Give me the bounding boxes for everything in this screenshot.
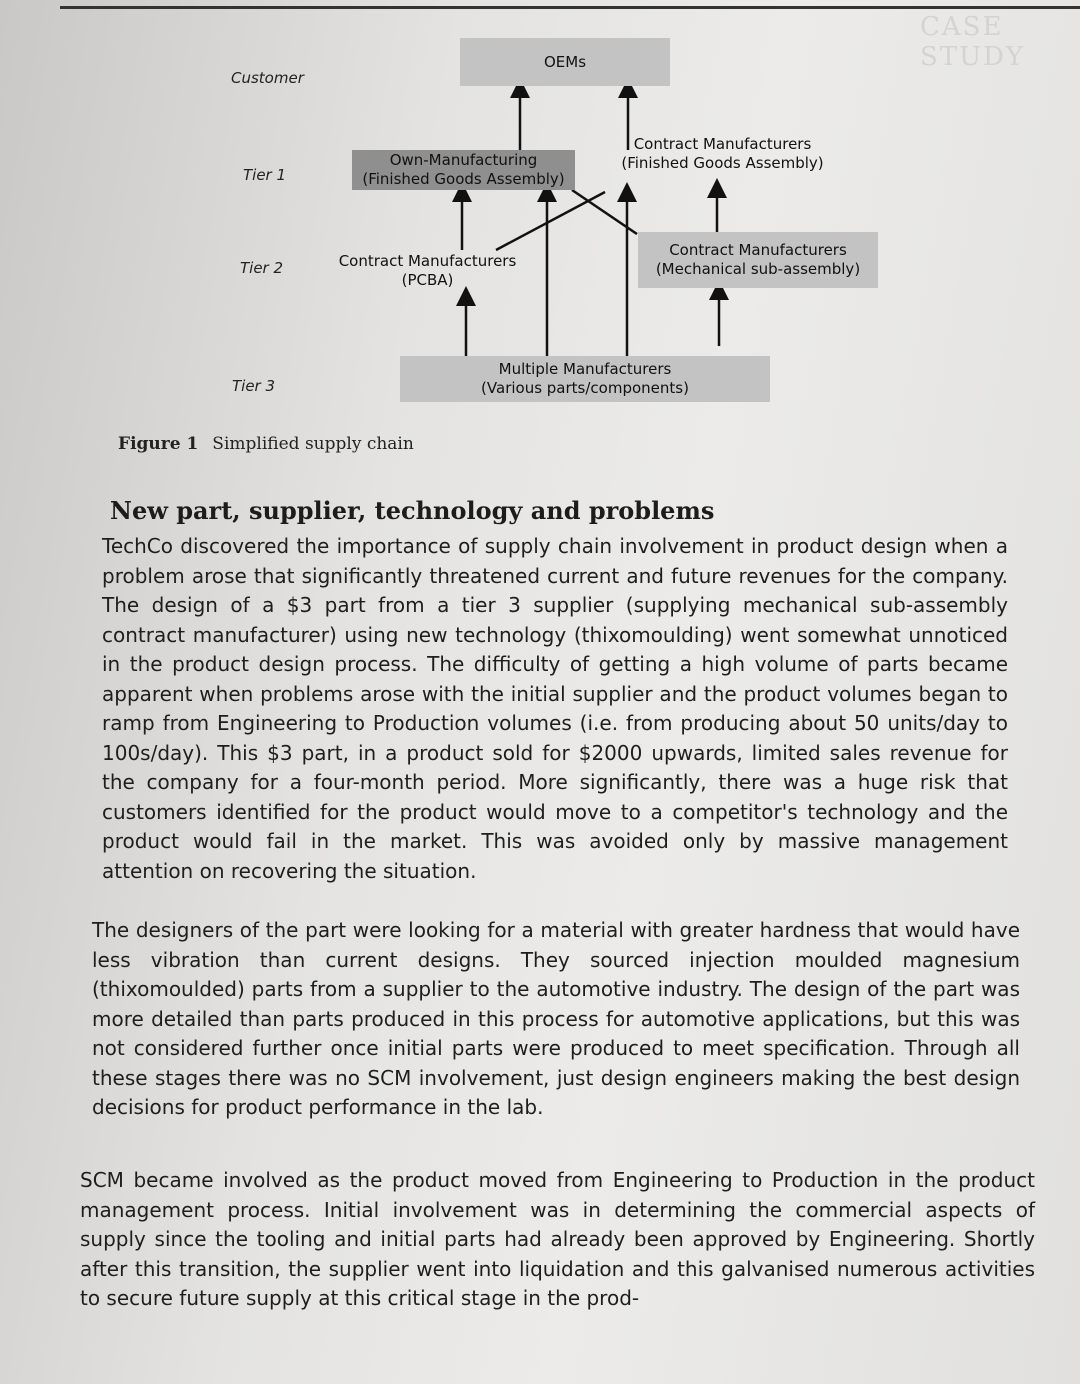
figure-caption bbox=[118, 434, 414, 454]
node-cm-pcba-line2: (PCBA) bbox=[401, 271, 454, 289]
node-cm-mechanical bbox=[638, 232, 878, 288]
node-oems-label: OEMs bbox=[543, 52, 587, 71]
node-own-line2: (Finished Goods Assembly) bbox=[362, 170, 565, 188]
figure-caption-text: Simplified supply chain bbox=[212, 434, 414, 454]
node-cm-mechanical-line1: Contract Manufacturers bbox=[669, 241, 847, 259]
figure-caption-label: Figure 1 bbox=[118, 434, 199, 454]
node-cm-mechanical-line2: (Mechanical sub-assembly) bbox=[655, 260, 861, 278]
paragraph-3: SCM became involved as the product moved from Engineering to Production in the product management process. Initial involvement was in determining the commercial aspects of supply since the tooling and initial parts had already been approved by Engineering. Shortly after this transition, the supplier went into liquidation and this galvanised numerous activities to secure future supply at this critical stage in the prod- bbox=[80, 1168, 1035, 1310]
node-oems bbox=[460, 38, 670, 86]
tier-label-3: Tier 3 bbox=[232, 377, 276, 395]
paragraph-2: The designers of the part were looking for a material with greater hardness that would have less vibration than current designs. They sourced injection moulded magnesium (thixomoulded) parts from a supplier to the automotive industry. The design of the part was more detailed than parts produced in this process for automotive applications, but this was not considered further once initial parts were produced to meet specification. Through all these stages there was no SCM involvement, just design engineers making the best design decisions for product performance in the lab. bbox=[92, 918, 1020, 1119]
node-cm-pcba-line1: Contract Manufacturers bbox=[338, 252, 517, 270]
node-cm-finished bbox=[605, 128, 840, 180]
tier-label-1: Tier 1 bbox=[243, 166, 287, 184]
node-cm-finished-line2: (Finished Goods Assembly) bbox=[621, 154, 824, 172]
supply-chain-figure bbox=[0, 0, 1080, 430]
tier-label-customer: Customer bbox=[231, 69, 304, 87]
section-heading: New part, supplier, technology and problems bbox=[110, 496, 715, 525]
running-head: CASE STUDY bbox=[920, 12, 1026, 72]
node-multiple-line2: (Various parts/components) bbox=[481, 379, 689, 397]
tier-label-2: Tier 2 bbox=[240, 259, 284, 277]
node-multiple-line1: Multiple Manufacturers bbox=[498, 360, 672, 378]
paragraph-1: TechCo discovered the importance of supply chain involvement in product design when a problem arose that significantly threatened current and future revenues for the company. The design of a $3 part from a tier 3 supplier (supplying mechanical sub-assembly contract manufacturer) using new technology (thixomoulding) went somewhat unnoticed in the product design process. The difficulty of getting a high volume of parts became apparent when problems arose with the initial supplier and the product volumes began to ramp from Engineering to Production volumes (i.e. from producing about 50 units/day to 100s/day). This $3 part, in a product sold for $2000 upwards, limited sales revenue for the company for a four-month period. More significantly, there was a huge risk that customers identified for the product would move to a competitor's technology and the product would fail in the market. This was avoided only by massive management attention on recovering the situation. bbox=[102, 534, 1008, 883]
node-own-line1: Own-Manufacturing bbox=[389, 151, 538, 169]
node-own-manufacturing bbox=[352, 150, 575, 190]
node-multiple-manufacturers bbox=[400, 356, 770, 402]
node-cm-finished-line1: Contract Manufacturers bbox=[633, 135, 812, 153]
node-cm-pcba bbox=[320, 248, 535, 294]
